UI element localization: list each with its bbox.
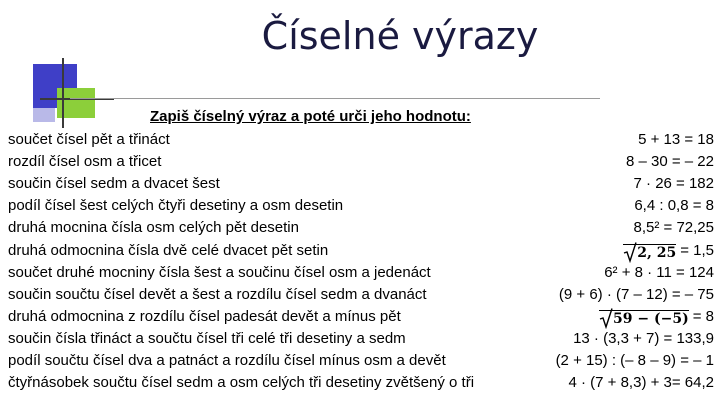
exercise-description: součin čísla třináct a součtu čísel tři celé tři desetiny a sedm <box>8 329 406 347</box>
exercise-description: rozdíl čísel osm a třicet <box>8 153 162 171</box>
exercise-row <box>8 330 714 352</box>
exercise-description: součet čísel pět a třináct <box>8 131 170 148</box>
expression-text: 13 · (3,3 + 7) = 133,9 <box>573 329 714 347</box>
expression-text: 5 + 13 = 18 <box>638 131 714 148</box>
exercise-description: druhá odmocnina z rozdílu čísel padesát devět a mínus pět <box>8 307 401 325</box>
title-rule <box>70 98 600 99</box>
expression-text: = 8 <box>692 307 714 325</box>
exercise-row <box>8 308 714 330</box>
radicand: 2, 25 <box>623 244 676 262</box>
expression-text: 4 · (7 + 8,3) + 3= 64,2 <box>568 374 714 392</box>
expression-text: 6,4 : 0,8 = 8 <box>634 197 714 215</box>
square-root-sign <box>623 244 676 262</box>
instruction-text: Zapiš číselný výraz a poté urči jeho hodnotu: <box>150 108 471 125</box>
exercise-expression <box>604 264 714 281</box>
radicand: 59 − (−5) <box>599 310 689 328</box>
exercise-description: součin součtu čísel devět a šest a rozdílu čísel sedm a dvanáct <box>8 285 427 303</box>
exercise-expression <box>623 242 714 262</box>
exercise-expression <box>559 286 714 303</box>
exercise-description: podíl čísel šest celých čtyři desetiny a osm desetin <box>8 197 344 215</box>
exercise-row <box>8 219 714 241</box>
exercise-row <box>8 197 714 219</box>
exercise-expression <box>626 153 714 170</box>
exercise-expression <box>556 352 714 369</box>
expression-text: 7 · 26 = 182 <box>633 175 714 193</box>
expression-text: 8 – 30 = – 22 <box>626 153 714 171</box>
exercise-row <box>8 352 714 374</box>
exercise-expression <box>599 308 714 328</box>
exercise-row <box>8 286 714 308</box>
exercise-description: součet druhé mocniny čísla šest a součinu čísel osm a jedenáct <box>8 263 431 281</box>
exercise-row <box>8 131 714 153</box>
exercise-row <box>8 242 714 264</box>
expression-text: = 1,5 <box>680 241 714 259</box>
exercise-expression <box>573 330 714 347</box>
exercise-expression <box>634 175 714 192</box>
exercise-row <box>8 374 714 396</box>
exercise-expression <box>568 374 714 391</box>
exercise-expression <box>634 197 714 214</box>
expression-text: 6² + 8 · 11 = 124 <box>604 263 714 281</box>
exercise-description: čtyřnásobek součtu čísel sedm a osm celých tři desetiny zvětšený o tři <box>8 374 475 392</box>
expression-text: (2 + 15) : (– 8 – 9) = – 1 <box>555 352 714 369</box>
exercise-description: druhá odmocnina čísla dvě celé dvacet pět setin <box>8 241 329 259</box>
exercise-expression <box>634 219 714 236</box>
expression-text: (9 + 6) · (7 – 12) = – 75 <box>558 285 714 303</box>
exercise-description: podíl součtu čísel dva a patnáct a rozdílu čísel mínus osm a devět <box>8 352 446 369</box>
slide-title: Číselné výrazy <box>261 14 539 58</box>
exercise-row <box>8 153 714 175</box>
square-root-sign <box>599 310 689 328</box>
exercise-row <box>8 264 714 286</box>
decor-square-lavender <box>33 108 55 122</box>
exercise-expression <box>638 131 714 148</box>
exercise-description: druhá mocnina čísla osm celých pět desetin <box>8 219 299 237</box>
exercise-description: součin čísel sedm a dvacet šest <box>8 175 220 193</box>
expression-text: 8,5² = 72,25 <box>633 219 714 237</box>
decor-vertical-line <box>62 58 64 128</box>
exercise-row <box>8 175 714 197</box>
